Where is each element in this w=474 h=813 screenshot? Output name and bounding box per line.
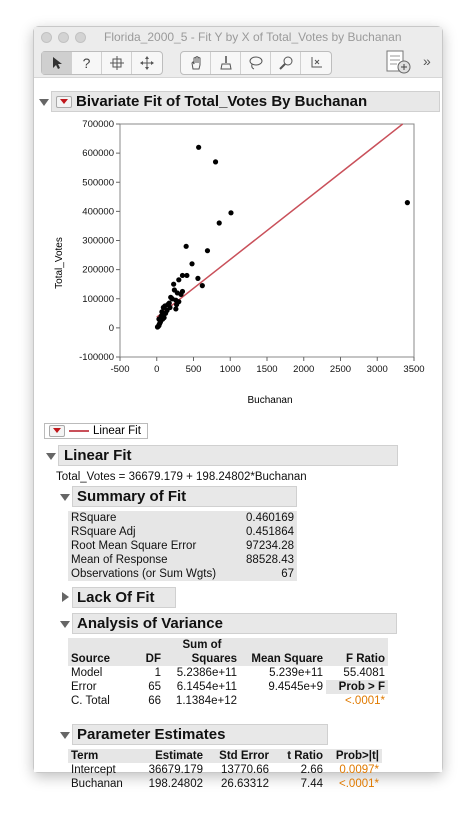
y-tick-label: 500000 (82, 177, 114, 189)
y-tick-label: 700000 (82, 119, 114, 130)
scaler-icon (309, 56, 323, 70)
data-point (196, 145, 201, 150)
summary-table (68, 511, 297, 581)
summary-title: Summary of Fit (77, 488, 187, 505)
anova-row (68, 666, 388, 680)
report-content (34, 78, 442, 790)
summary-row-value: 97234.28 (224, 539, 297, 553)
brush-icon (219, 56, 233, 70)
scaler-tool-button[interactable] (301, 52, 331, 74)
summary-row-value: 0.451864 (224, 525, 297, 539)
chevron-right-icon[interactable]: » (423, 53, 431, 69)
legend-line-swatch (69, 430, 89, 432)
linear-fit-outline-header[interactable] (58, 445, 398, 466)
anova-cell-source: C. Total (71, 695, 110, 707)
arrow-tool-button[interactable] (42, 52, 72, 74)
data-point (171, 282, 176, 287)
data-point (174, 302, 179, 307)
fit-equation: Total_Votes = 36679.179 + 198.24802*Buchanan (56, 471, 307, 483)
x-axis-label: Buchanan (247, 395, 293, 406)
lack-of-fit-title: Lack Of Fit (77, 589, 155, 606)
data-point (200, 283, 205, 288)
anova-cell-df: 65 (148, 681, 161, 693)
params-table (68, 749, 382, 791)
data-point (195, 276, 200, 281)
toolbar (34, 47, 442, 78)
disclosure-triangle-anova[interactable] (60, 621, 70, 628)
plot-frame (120, 124, 414, 357)
disclosure-triangle-linear-fit[interactable] (46, 453, 56, 460)
x-tick-label: 3500 (403, 364, 425, 375)
data-point (184, 273, 189, 278)
anova-row (68, 680, 388, 694)
params-cell-estimate: 36679.179 (148, 764, 203, 776)
data-point (176, 277, 181, 282)
hand-tool-button[interactable] (181, 52, 211, 74)
disclosure-triangle-summary[interactable] (60, 494, 70, 501)
y-axis-label: Total_Votes (54, 237, 65, 289)
arrow-icon (51, 56, 63, 70)
anova-cell-ms (240, 694, 326, 708)
data-point (217, 220, 222, 225)
data-point (156, 323, 161, 328)
toolbar-group-tools (180, 51, 332, 75)
anova-cell-f: <.0001* (345, 695, 385, 707)
anova-cell-f: 55.4081 (343, 667, 385, 679)
summary-row-value: 88528.43 (224, 553, 297, 567)
summary-row-label: Observations (or Sum Wgts) (68, 567, 224, 581)
anova-cell-ss: 1.1384e+12 (175, 695, 237, 707)
anova-header-df: DF (122, 652, 164, 666)
anova-cell-source: Error (71, 681, 97, 693)
x-tick-label: 1000 (219, 364, 241, 375)
magnifier-tool-button[interactable] (271, 52, 301, 74)
params-outline-header[interactable] (72, 724, 328, 745)
anova-header-source: Source (68, 652, 122, 666)
params-header-stderr: Std Error (206, 749, 272, 763)
params-cell-estimate: 198.24802 (148, 778, 203, 790)
x-tick-label: 3000 (366, 364, 388, 375)
data-point (180, 289, 185, 294)
params-cell-term: Buchanan (71, 778, 123, 790)
data-point (228, 210, 233, 215)
anova-cell-df: 66 (148, 695, 161, 707)
disclosure-triangle-bivariate[interactable] (39, 99, 49, 106)
plot-layer (79, 119, 424, 375)
report-button[interactable] (383, 49, 413, 75)
summary-outline-header[interactable] (72, 486, 297, 507)
anova-header-row-2 (68, 652, 388, 666)
anova-cell-f: Prob > F (326, 680, 388, 694)
anova-cell-source: Model (71, 667, 103, 679)
anova-header-ss2: Squares (164, 652, 240, 666)
y-tick-label: 200000 (82, 264, 114, 276)
params-header-term: Term (68, 749, 134, 763)
anova-outline-header[interactable] (72, 613, 397, 634)
params-row (68, 777, 382, 791)
report-icon (383, 49, 413, 75)
close-window-button[interactable] (41, 32, 52, 43)
summary-row-label: RSquare (68, 511, 224, 525)
window-controls (41, 32, 86, 43)
crosshair-tool-button[interactable] (102, 52, 132, 74)
summary-row (68, 525, 297, 539)
bivariate-title: Bivariate Fit of Total_Votes By Buchanan (76, 93, 368, 110)
anova-header-row-1 (68, 638, 388, 652)
anova-row (68, 694, 388, 708)
params-title: Parameter Estimates (77, 726, 226, 743)
params-cell-stderr: 26.63312 (221, 778, 269, 790)
params-cell-tratio: 2.66 (300, 764, 323, 776)
lack-of-fit-outline-header[interactable] (72, 587, 176, 608)
params-row (68, 763, 382, 777)
legend-label: Linear Fit (93, 425, 141, 437)
move-tool-button[interactable] (132, 52, 162, 74)
params-cell-prob: 0.0097* (339, 764, 379, 776)
toolbar-group-select (41, 51, 163, 75)
anova-cell-ms: 5.239e+11 (269, 667, 323, 679)
anova-header-ss1: Sum of (164, 638, 240, 652)
window-title: Florida_2000_5 - Fit Y by X of Total_Votes by Buchanan (104, 30, 402, 44)
params-header-estimate: Estimate (134, 749, 206, 763)
anova-cell-ss: 5.2386e+11 (176, 667, 237, 679)
y-tick-label: 100000 (82, 293, 114, 305)
zoom-window-button[interactable] (75, 32, 86, 43)
summary-row (68, 567, 297, 581)
data-point (160, 317, 165, 322)
anova-header-f: F Ratio (326, 652, 388, 666)
bivariate-outline-header[interactable] (51, 91, 440, 112)
legend-red-triangle-icon[interactable] (49, 425, 65, 437)
anova-header-ms: Mean Square (240, 652, 326, 666)
params-cell-prob: <.0001* (339, 778, 379, 790)
anova-cell-ms: 9.4545e+9 (268, 681, 323, 693)
x-tick-label: 1500 (256, 364, 278, 375)
data-point (167, 305, 172, 310)
anova-cell-df: 1 (154, 667, 161, 679)
disclosure-triangle-params[interactable] (60, 732, 70, 739)
summary-row-value: 67 (224, 567, 297, 581)
move-icon (140, 56, 154, 70)
data-point (184, 244, 189, 249)
x-tick-label: 2500 (329, 364, 352, 375)
scatter-plot (34, 116, 442, 408)
summary-row-value: 0.460169 (224, 511, 297, 525)
x-tick-label: 500 (185, 364, 202, 375)
params-header-tratio: t Ratio (272, 749, 326, 763)
brush-tool-button[interactable] (211, 52, 241, 74)
params-cell-term: Intercept (71, 764, 116, 776)
data-point (173, 306, 178, 311)
data-point (405, 200, 410, 205)
fit-legend[interactable] (44, 423, 148, 439)
params-cell-tratio: 7.44 (300, 778, 323, 790)
linear-fit-title: Linear Fit (64, 447, 132, 464)
x-tick-label: 2000 (293, 364, 315, 375)
x-tick-label: 0 (154, 364, 160, 375)
params-header-row (68, 749, 382, 763)
title-bar (34, 27, 442, 47)
magnifier-icon (279, 56, 293, 70)
lasso-tool-button[interactable] (241, 52, 271, 74)
lasso-icon (249, 56, 263, 70)
minimize-window-button[interactable] (58, 32, 69, 43)
summary-row-label: Mean of Response (68, 553, 224, 567)
x-tick-label: -500 (110, 364, 130, 375)
disclosure-triangle-lack-of-fit[interactable] (62, 592, 69, 602)
params-cell-stderr: 13770.66 (221, 764, 269, 776)
y-tick-label: 600000 (82, 148, 114, 160)
red-triangle-menu-icon[interactable] (56, 96, 72, 108)
summary-row (68, 553, 297, 567)
anova-cell-ss: 6.1454e+11 (176, 681, 237, 693)
anova-title: Analysis of Variance (77, 615, 223, 632)
hand-icon (189, 56, 203, 70)
data-point (213, 159, 218, 164)
summary-row (68, 511, 297, 525)
summary-row-label: RSquare Adj (68, 525, 224, 539)
y-tick-label: 0 (108, 322, 114, 334)
anova-table (68, 638, 388, 708)
data-point (205, 248, 210, 253)
data-point (189, 261, 194, 266)
y-tick-label: -100000 (79, 352, 114, 363)
help-tool-button[interactable] (72, 52, 102, 74)
y-tick-label: 300000 (82, 235, 114, 247)
summary-row-label: Root Mean Square Error (68, 539, 224, 553)
crosshair-icon (110, 56, 124, 70)
summary-row (68, 539, 297, 553)
y-tick-label: 400000 (82, 206, 114, 218)
params-header-prob: Prob>|t| (326, 749, 382, 763)
help-icon: ? (82, 55, 91, 71)
fit-y-by-x-window (33, 26, 443, 790)
